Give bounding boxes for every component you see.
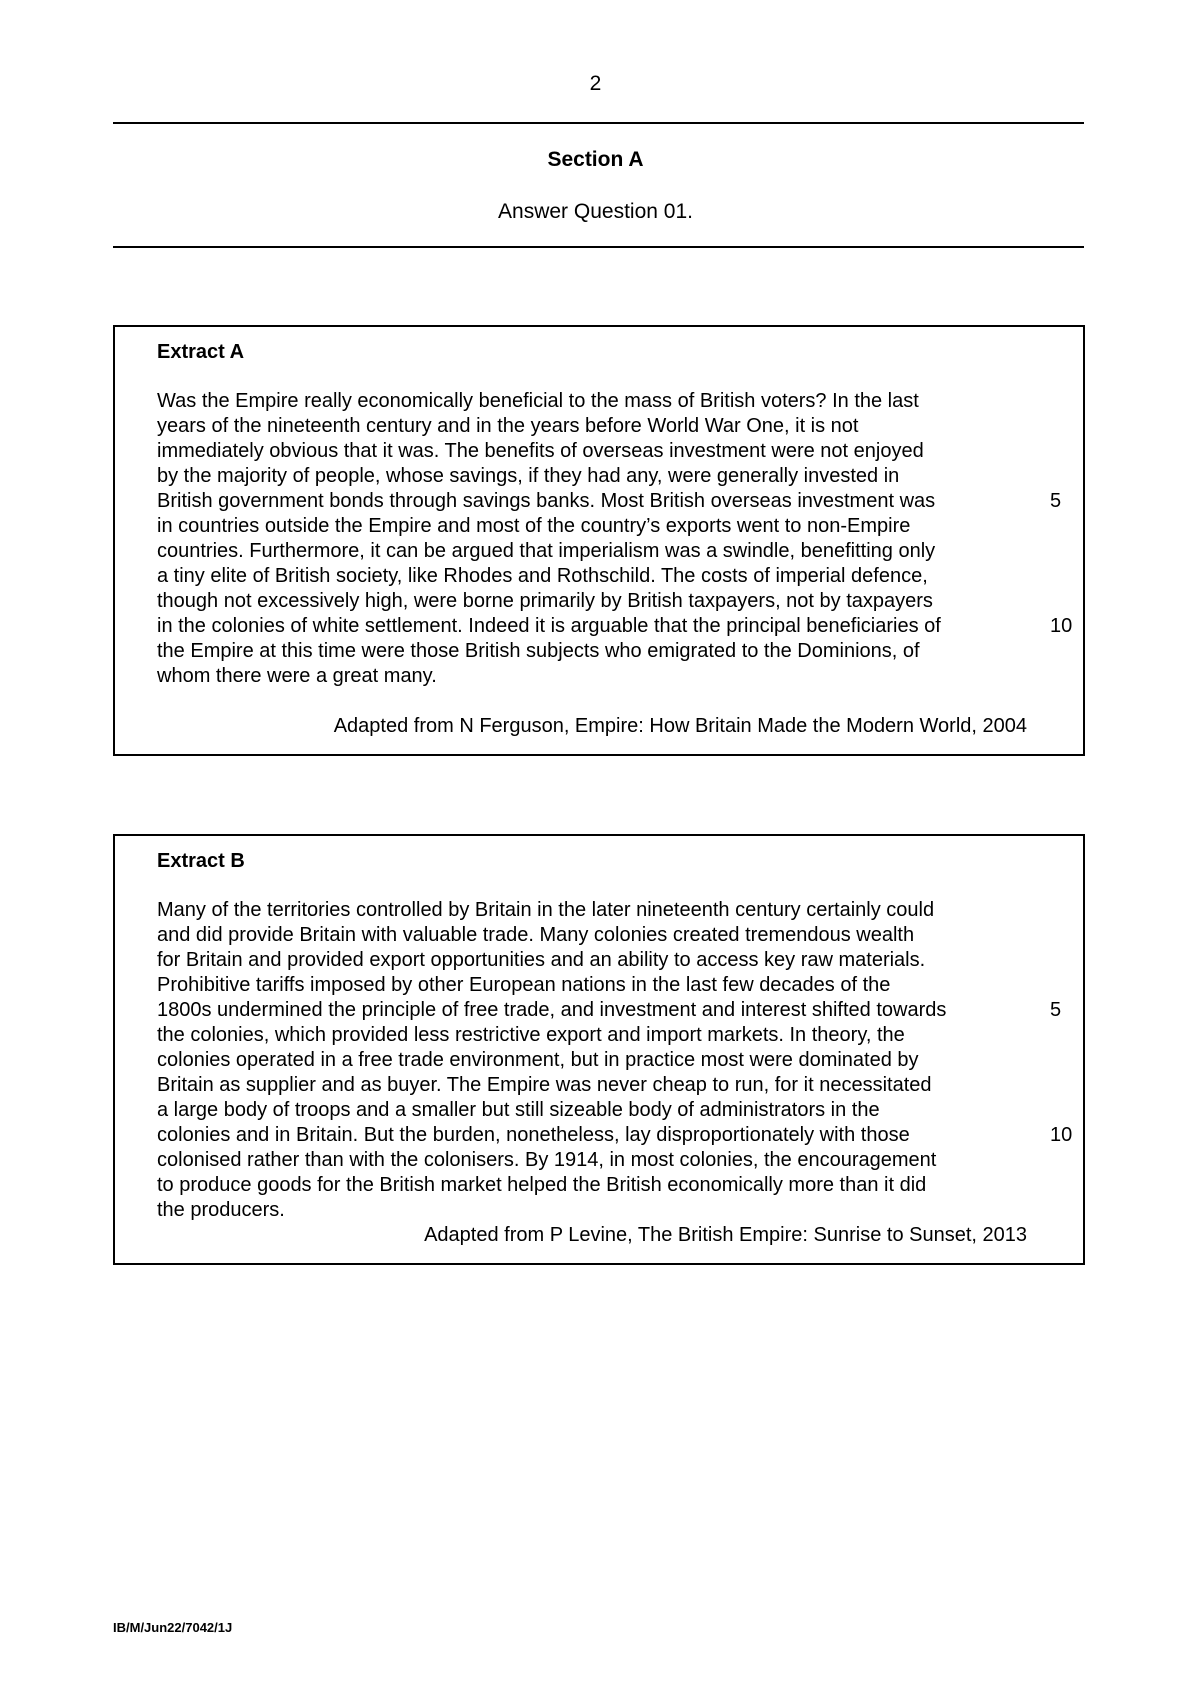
- extract-b-line: colonies operated in a free trade environment, but in practice most were dominated by: [157, 1049, 919, 1071]
- extract-b-line: the colonies, which provided less restrictive export and import markets. In theory, the: [157, 1024, 905, 1046]
- instruction-text: Answer Question 01.: [498, 200, 693, 223]
- extract-b-line: the producers.: [157, 1199, 285, 1221]
- extract-b-title: Extract B: [157, 850, 245, 872]
- extract-a-line: the Empire at this time were those British subjects who emigrated to the Dominions, of: [157, 640, 920, 662]
- extract-b-line: Prohibitive tariffs imposed by other European nations in the last few decades of the: [157, 974, 891, 996]
- line-number-5: 5: [1050, 490, 1062, 512]
- extract-a-line: in the colonies of white settlement. Indeed it is arguable that the principal beneficiaries of: [157, 615, 941, 637]
- extract-a-box: [113, 325, 1085, 756]
- line-number-10: 10: [1050, 1124, 1073, 1146]
- extract-a-line: by the majority of people, whose savings, if they had any, were generally invested in: [157, 465, 900, 487]
- extract-a-line: whom there were a great many.: [157, 665, 437, 687]
- extract-a-source: Adapted from N Ferguson, Empire: How Britain Made the Modern World, 2004: [333, 715, 1027, 737]
- extract-b-line: Britain as supplier and as buyer. The Empire was never cheap to run, for it necessitated: [157, 1074, 932, 1096]
- bottom-divider: [113, 246, 1084, 248]
- extract-a-line: a tiny elite of British society, like Rhodes and Rothschild. The costs of imperial defence,: [157, 565, 928, 587]
- extract-a-title: Extract A: [157, 341, 245, 363]
- extract-b-line: for Britain and provided export opportunities and an ability to access key raw materials.: [157, 949, 926, 971]
- extract-b-line: and did provide Britain with valuable trade. Many colonies created tremendous wealth: [157, 924, 915, 946]
- extract-a-line: immediately obvious that it was. The benefits of overseas investment were not enjoyed: [157, 440, 924, 462]
- extract-b-line: 1800s undermined the principle of free trade, and investment and interest shifted towards: [157, 999, 947, 1021]
- extract-a-line: in countries outside the Empire and most of the country’s exports went to non-Empire: [157, 515, 911, 537]
- extract-a-line: though not excessively high, were borne primarily by British taxpayers, not by taxpayers: [157, 590, 933, 612]
- top-divider: [113, 122, 1084, 124]
- extract-a-line: British government bonds through savings banks. Most British overseas investment was: [157, 490, 936, 512]
- extract-b-line: colonies and in Britain. But the burden, nonetheless, lay disproportionately with those: [157, 1124, 910, 1146]
- extract-a-line: countries. Furthermore, it can be argued that imperialism was a swindle, benefitting only: [157, 540, 936, 562]
- extract-b-line: to produce goods for the British market helped the British economically more than it did: [157, 1174, 927, 1196]
- extract-b-box: [113, 834, 1085, 1265]
- section-title: Section A: [547, 148, 644, 171]
- line-number-5: 5: [1050, 999, 1062, 1021]
- extract-b-source: Adapted from P Levine, The British Empire: Sunrise to Sunset, 2013: [424, 1224, 1027, 1246]
- extract-a-line: Was the Empire really economically beneficial to the mass of British voters? In the last: [157, 390, 919, 412]
- page-number: 2: [589, 72, 602, 95]
- paper-code: IB/M/Jun22/7042/1J: [113, 1620, 233, 1635]
- line-number-10: 10: [1050, 615, 1073, 637]
- extract-b-line: colonised rather than with the colonisers. By 1914, in most colonies, the encouragement: [157, 1149, 937, 1171]
- extract-b-line: a large body of troops and a smaller but still sizeable body of administrators in the: [157, 1099, 880, 1121]
- extract-a-line: years of the nineteenth century and in the years before World War One, it is not: [157, 415, 859, 437]
- extract-b-line: Many of the territories controlled by Britain in the later nineteenth century certainly could: [157, 899, 935, 921]
